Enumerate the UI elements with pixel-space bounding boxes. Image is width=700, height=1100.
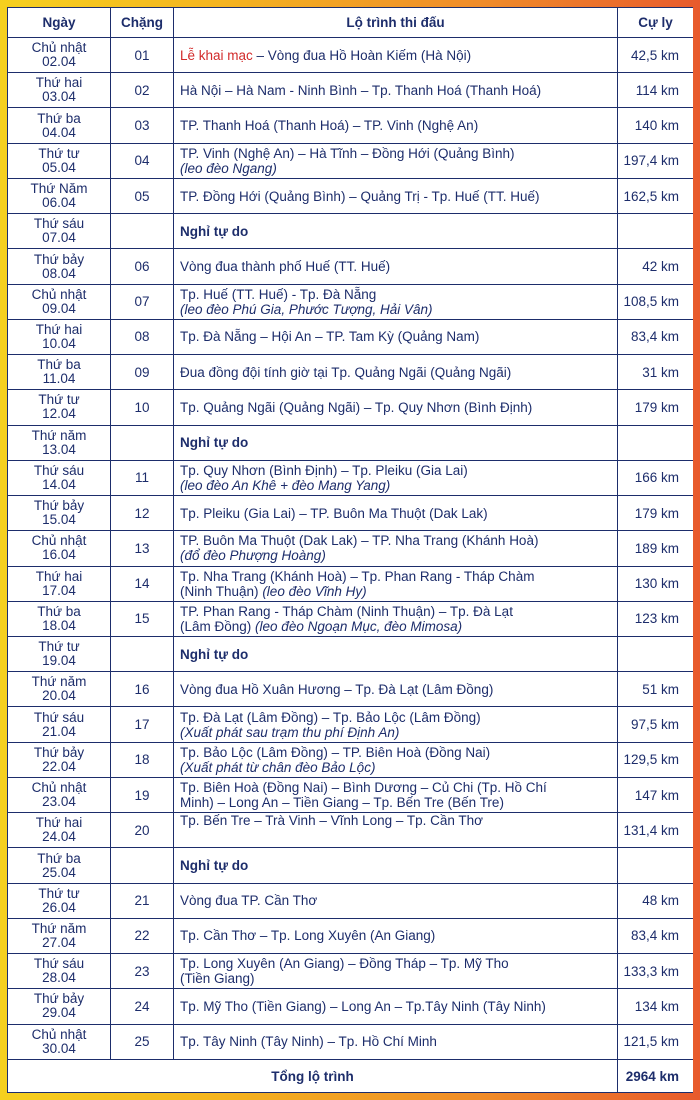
route-note: (Xuất phát từ chân đèo Bảo Lộc) <box>180 759 376 775</box>
date-cell <box>8 954 111 989</box>
stage-number: 09 <box>111 355 174 390</box>
stage-number: 16 <box>111 672 174 707</box>
route-line: Tp. Đà Nẵng – Hội An – TP. Tam Kỳ (Quảng Nam) <box>180 329 480 345</box>
route-cell <box>174 73 618 108</box>
table-body <box>8 38 694 1060</box>
route-line: Tp. Tây Ninh (Tây Ninh) – Tp. Hồ Chí Minh <box>180 1034 437 1050</box>
day-of-week: Chủ nhật <box>31 40 87 56</box>
distance: 83,4 km <box>618 918 694 953</box>
table-row <box>8 143 694 178</box>
route-line: Hà Nội – Hà Nam - Ninh Bình – Tp. Thanh Hoá (Thanh Hoá) <box>180 82 542 98</box>
table-row <box>8 989 694 1024</box>
route-line: Tp. Bến Tre – Trà Vinh – Vĩnh Long – Tp. Cần Thơ <box>180 813 484 829</box>
table-row <box>8 496 694 531</box>
route-line: Tp. Quy Nhơn (Bình Định) – Tp. Pleiku (Gia Lai) <box>180 462 468 478</box>
route-line <box>180 48 613 63</box>
total-distance: 2964 km <box>618 1060 694 1093</box>
table-row <box>8 707 694 742</box>
day-of-week: Chủ nhật <box>31 286 87 302</box>
date-value: 20.04 <box>42 688 76 704</box>
route-cell <box>174 742 618 777</box>
route-line-2: (Tiền Giang) <box>180 971 255 987</box>
stage-number: 15 <box>111 601 174 636</box>
table-row <box>8 38 694 73</box>
route-cell <box>174 848 618 883</box>
day-of-week: Thứ Năm <box>30 181 88 197</box>
table-row <box>8 531 694 566</box>
distance: 179 km <box>618 390 694 425</box>
stage-number: 23 <box>111 954 174 989</box>
date-cell <box>8 425 111 460</box>
route-cell <box>174 38 618 73</box>
route-text: – Vòng đua Hồ Hoàn Kiếm (Hà Nội) <box>252 47 472 63</box>
route-cell <box>174 636 618 671</box>
route-cell <box>174 601 618 636</box>
distance: 51 km <box>618 672 694 707</box>
route-note: (leo đèo Ngoạn Mục, đèo Mimosa) <box>255 618 463 634</box>
route-line: Tp. Nha Trang (Khánh Hoà) – Tp. Phan Rang - Tháp Chàm <box>180 568 535 584</box>
date-value: 27.04 <box>42 934 76 950</box>
date-cell <box>8 848 111 883</box>
route-note: (Xuất phát sau trạm thu phí Định An) <box>180 724 400 740</box>
stage-number: 20 <box>111 813 174 848</box>
date-value: 17.04 <box>42 582 76 598</box>
distance: 179 km <box>618 496 694 531</box>
date-cell <box>8 284 111 319</box>
stage-number: 25 <box>111 1024 174 1059</box>
date-value: 12.04 <box>42 406 76 422</box>
date-value: 29.04 <box>42 1005 76 1021</box>
stage-number <box>111 848 174 883</box>
distance: 42,5 km <box>618 38 694 73</box>
header-stage: Chặng <box>111 8 174 38</box>
date-cell <box>8 38 111 73</box>
distance: 147 km <box>618 777 694 812</box>
route-cell <box>174 425 618 460</box>
stage-number: 21 <box>111 883 174 918</box>
stage-number: 18 <box>111 742 174 777</box>
route-cell <box>174 214 618 249</box>
route-cell <box>174 460 618 495</box>
header-distance: Cự ly <box>618 8 694 38</box>
route-cell <box>174 355 618 390</box>
header-route: Lộ trình thi đấu <box>174 8 618 38</box>
route-line: Tp. Biên Hoà (Đồng Nai) – Bình Dương – Củ Chi (Tp. Hồ Chí <box>180 780 547 796</box>
distance: 189 km <box>618 531 694 566</box>
day-of-week: Chủ nhật <box>31 780 87 796</box>
route-cell <box>174 707 618 742</box>
table-row <box>8 425 694 460</box>
date-cell <box>8 636 111 671</box>
date-cell <box>8 390 111 425</box>
date-value: 18.04 <box>42 617 76 633</box>
route-cell <box>174 883 618 918</box>
date-value: 10.04 <box>42 335 76 351</box>
day-of-week: Thứ tư <box>38 885 80 901</box>
route-cell <box>174 989 618 1024</box>
date-value: 15.04 <box>42 512 76 528</box>
date-cell <box>8 813 111 848</box>
route-line: Tp. Đà Lạt (Lâm Đồng) – Tp. Bảo Lộc (Lâm Đồng) <box>180 709 481 725</box>
distance: 31 km <box>618 355 694 390</box>
distance: 123 km <box>618 601 694 636</box>
route-line: TP. Đồng Hới (Quảng Bình) – Quảng Trị - Tp. Huế (TT. Huế) <box>180 188 540 204</box>
distance <box>618 636 694 671</box>
schedule-frame <box>7 7 693 1093</box>
day-of-week: Chủ nhật <box>31 533 87 549</box>
route-line: Vòng đua Hồ Xuân Hương – Tp. Đà Lạt (Lâm Đồng) <box>180 681 494 697</box>
table-row <box>8 108 694 143</box>
stage-number: 13 <box>111 531 174 566</box>
day-of-week: Thứ tư <box>38 392 80 408</box>
route-line: Đua đồng đội tính giờ tại Tp. Quảng Ngãi (Quảng Ngãi) <box>180 364 512 380</box>
distance <box>618 425 694 460</box>
table-row <box>8 636 694 671</box>
distance: 140 km <box>618 108 694 143</box>
day-of-week: Thứ sáu <box>33 216 85 232</box>
date-cell <box>8 566 111 601</box>
date-cell <box>8 214 111 249</box>
table-row <box>8 918 694 953</box>
date-cell <box>8 777 111 812</box>
route-line: Vòng đua TP. Cần Thơ <box>180 893 318 909</box>
stage-number: 05 <box>111 178 174 213</box>
stage-number: 03 <box>111 108 174 143</box>
day-of-week: Thứ bảy <box>33 744 85 760</box>
date-value: 28.04 <box>42 970 76 986</box>
stage-number: 14 <box>111 566 174 601</box>
date-value: 14.04 <box>42 476 76 492</box>
date-value: 05.04 <box>42 159 76 175</box>
total-row <box>8 1060 694 1093</box>
day-of-week: Thứ sáu <box>33 709 85 725</box>
route-note: (leo đèo Vĩnh Hy) <box>262 583 367 599</box>
header-date: Ngày <box>8 8 111 38</box>
date-cell <box>8 601 111 636</box>
distance <box>618 848 694 883</box>
route-line-2: (Lâm Đồng) <box>180 618 252 634</box>
day-of-week: Thứ bảy <box>33 251 85 267</box>
route-line-2: Minh) – Long An – Tiền Giang – Tp. Bến Tre (Bến Tre) <box>180 795 504 811</box>
route-cell <box>174 390 618 425</box>
route-line: Tp. Huế (TT. Huế) - Tp. Đà Nẵng <box>180 286 377 302</box>
route-line: Nghỉ tự do <box>180 435 249 451</box>
route-cell <box>174 249 618 284</box>
date-cell <box>8 143 111 178</box>
table-row <box>8 742 694 777</box>
opening-ceremony-label: Lễ khai mạc <box>180 47 253 63</box>
date-cell <box>8 178 111 213</box>
day-of-week: Thứ ba <box>37 110 81 126</box>
race-schedule-table <box>7 7 693 1093</box>
date-value: 03.04 <box>42 89 76 105</box>
date-value: 07.04 <box>42 230 76 246</box>
date-cell <box>8 707 111 742</box>
stage-number: 04 <box>111 143 174 178</box>
route-note: (leo đèo An Khê + đèo Mang Yang) <box>180 477 391 493</box>
stage-number <box>111 214 174 249</box>
date-value: 02.04 <box>42 54 76 70</box>
date-value: 26.04 <box>42 899 76 915</box>
distance: 134 km <box>618 989 694 1024</box>
distance: 108,5 km <box>618 284 694 319</box>
stage-number: 12 <box>111 496 174 531</box>
stage-number: 17 <box>111 707 174 742</box>
table-row <box>8 214 694 249</box>
day-of-week: Thứ ba <box>37 603 81 619</box>
date-value: 16.04 <box>42 547 76 563</box>
date-cell <box>8 918 111 953</box>
distance: 197,4 km <box>618 143 694 178</box>
distance: 166 km <box>618 460 694 495</box>
table-row <box>8 1024 694 1059</box>
route-line: TP. Thanh Hoá (Thanh Hoá) – TP. Vinh (Nghệ An) <box>180 118 479 134</box>
stage-number: 10 <box>111 390 174 425</box>
day-of-week: Thứ tư <box>38 639 80 655</box>
day-of-week: Thứ ba <box>37 850 81 866</box>
date-cell <box>8 73 111 108</box>
route-cell <box>174 143 618 178</box>
date-value: 25.04 <box>42 864 76 880</box>
table-row <box>8 813 694 848</box>
date-cell <box>8 1024 111 1059</box>
table-row <box>8 460 694 495</box>
stage-number: 22 <box>111 918 174 953</box>
day-of-week: Thứ tư <box>38 145 80 161</box>
route-cell <box>174 672 618 707</box>
stage-number <box>111 425 174 460</box>
day-of-week: Chủ nhật <box>31 1026 87 1042</box>
day-of-week: Thứ ba <box>37 357 81 373</box>
route-line: TP. Buôn Ma Thuột (Dak Lak) – TP. Nha Trang (Khánh Hoà) <box>180 533 539 549</box>
route-line: Tp. Bảo Lộc (Lâm Đồng) – TP. Biên Hoà (Đồng Nai) <box>180 744 491 760</box>
date-cell <box>8 108 111 143</box>
distance: 162,5 km <box>618 178 694 213</box>
route-line-2-wrap <box>180 584 613 599</box>
table-row <box>8 566 694 601</box>
date-cell <box>8 355 111 390</box>
date-cell <box>8 742 111 777</box>
day-of-week: Thứ sáu <box>33 462 85 478</box>
date-cell <box>8 989 111 1024</box>
distance: 83,4 km <box>618 319 694 354</box>
route-line: TP. Phan Rang - Tháp Chàm (Ninh Thuận) – Tp. Đà Lạt <box>180 603 513 619</box>
route-line: Nghỉ tự do <box>180 223 249 239</box>
date-value: 23.04 <box>42 794 76 810</box>
stage-number <box>111 636 174 671</box>
route-note: (leo đèo Ngang) <box>180 160 277 176</box>
date-cell <box>8 883 111 918</box>
route-line: Nghỉ tự do <box>180 646 249 662</box>
stage-number: 24 <box>111 989 174 1024</box>
date-value: 30.04 <box>42 1040 76 1056</box>
date-cell <box>8 319 111 354</box>
table-row <box>8 249 694 284</box>
distance: 42 km <box>618 249 694 284</box>
route-cell <box>174 1024 618 1059</box>
day-of-week: Thứ bảy <box>33 498 85 514</box>
day-of-week: Thứ hai <box>35 815 83 831</box>
route-line: Tp. Mỹ Tho (Tiền Giang) – Long An – Tp.Tây Ninh (Tây Ninh) <box>180 998 546 1014</box>
table-row <box>8 848 694 883</box>
stage-number: 02 <box>111 73 174 108</box>
date-value: 19.04 <box>42 653 76 669</box>
day-of-week: Thứ bảy <box>33 991 85 1007</box>
distance: 114 km <box>618 73 694 108</box>
distance: 97,5 km <box>618 707 694 742</box>
date-value: 21.04 <box>42 723 76 739</box>
route-line: Tp. Pleiku (Gia Lai) – TP. Buôn Ma Thuột (Dak Lak) <box>180 505 488 521</box>
date-value: 24.04 <box>42 829 76 845</box>
table-header-row <box>8 8 694 38</box>
route-cell <box>174 813 618 848</box>
total-label: Tổng lộ trình <box>8 1060 618 1093</box>
date-value: 13.04 <box>42 441 76 457</box>
date-value: 09.04 <box>42 300 76 316</box>
day-of-week: Thứ sáu <box>33 956 85 972</box>
day-of-week: Thứ năm <box>31 674 87 690</box>
date-cell <box>8 460 111 495</box>
distance: 130 km <box>618 566 694 601</box>
route-cell <box>174 108 618 143</box>
date-value: 08.04 <box>42 265 76 281</box>
table-row <box>8 178 694 213</box>
table-row <box>8 777 694 812</box>
date-value: 11.04 <box>42 371 76 387</box>
table-row <box>8 672 694 707</box>
route-cell <box>174 566 618 601</box>
date-value: 22.04 <box>42 758 76 774</box>
route-note: (leo đèo Phú Gia, Phước Tượng, Hải Vân) <box>180 301 433 317</box>
table-row <box>8 954 694 989</box>
route-cell <box>174 496 618 531</box>
stage-number: 08 <box>111 319 174 354</box>
distance: 133,3 km <box>618 954 694 989</box>
route-line: Tp. Long Xuyên (An Giang) – Đồng Tháp – Tp. Mỹ Tho <box>180 956 509 972</box>
table-row <box>8 883 694 918</box>
date-value: 06.04 <box>42 195 76 211</box>
route-line: Tp. Quảng Ngãi (Quảng Ngãi) – Tp. Quy Nhơn (Bình Định) <box>180 399 533 415</box>
day-of-week: Thứ năm <box>31 920 87 936</box>
route-line-2-wrap <box>180 619 613 634</box>
day-of-week: Thứ hai <box>35 321 83 337</box>
table-row <box>8 73 694 108</box>
day-of-week: Thứ năm <box>31 427 87 443</box>
stage-number: 11 <box>111 460 174 495</box>
stage-number: 07 <box>111 284 174 319</box>
date-cell <box>8 249 111 284</box>
date-value: 04.04 <box>42 124 76 140</box>
route-line: Vòng đua thành phố Huế (TT. Huế) <box>180 259 391 275</box>
day-of-week: Thứ hai <box>35 75 83 91</box>
date-cell <box>8 496 111 531</box>
stage-number: 06 <box>111 249 174 284</box>
route-line: Nghỉ tự do <box>180 858 249 873</box>
route-note: (đổ đèo Phượng Hoàng) <box>180 548 326 564</box>
distance: 121,5 km <box>618 1024 694 1059</box>
route-cell <box>174 954 618 989</box>
route-cell <box>174 178 618 213</box>
route-line-2: (Ninh Thuận) <box>180 583 259 599</box>
table-row <box>8 319 694 354</box>
route-cell <box>174 918 618 953</box>
table-row <box>8 601 694 636</box>
route-cell <box>174 284 618 319</box>
route-cell <box>174 319 618 354</box>
route-line: Tp. Cần Thơ – Tp. Long Xuyên (An Giang) <box>180 928 436 944</box>
day-of-week: Thứ hai <box>35 568 83 584</box>
distance: 48 km <box>618 883 694 918</box>
table-row <box>8 390 694 425</box>
distance: 131,4 km <box>618 813 694 848</box>
route-cell <box>174 531 618 566</box>
table-row <box>8 284 694 319</box>
stage-number: 01 <box>111 38 174 73</box>
date-cell <box>8 672 111 707</box>
route-cell <box>174 777 618 812</box>
stage-number: 19 <box>111 777 174 812</box>
route-line: TP. Vinh (Nghệ An) – Hà Tĩnh – Đồng Hới (Quảng Bình) <box>180 145 515 161</box>
table-row <box>8 355 694 390</box>
date-cell <box>8 531 111 566</box>
distance <box>618 214 694 249</box>
distance: 129,5 km <box>618 742 694 777</box>
